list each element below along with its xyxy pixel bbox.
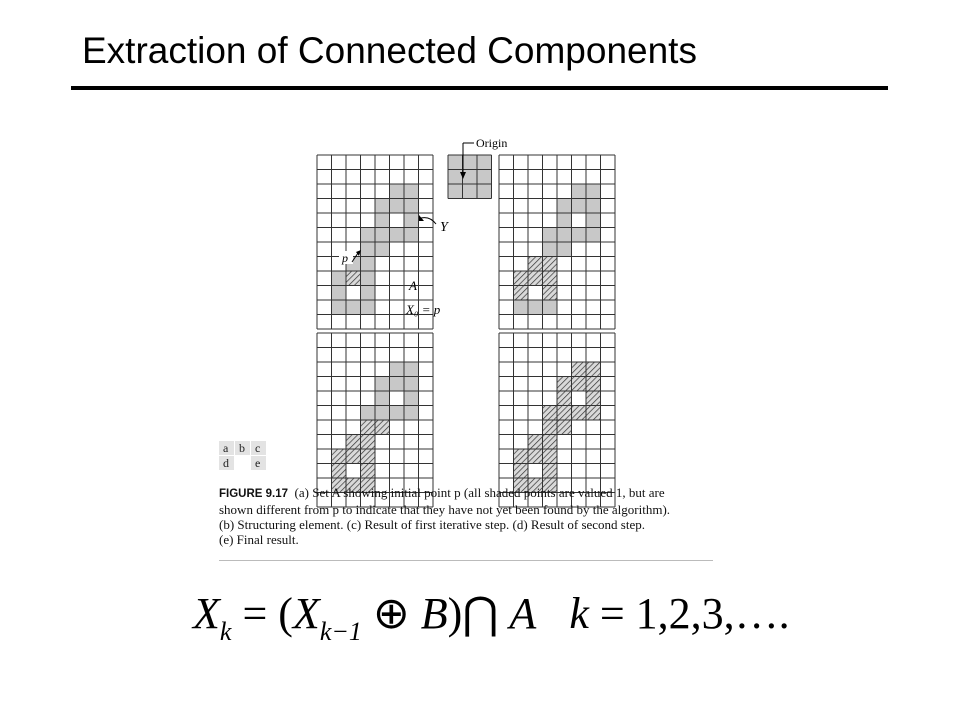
shaded-pixel [528, 300, 543, 315]
shaded-pixel [404, 199, 419, 214]
found-pixel [543, 257, 558, 272]
eq-b: B [420, 589, 448, 638]
shaded-pixel [332, 300, 347, 315]
shaded-pixel [361, 228, 376, 243]
found-pixel [586, 377, 601, 392]
caption-line-4: (e) Final result. [219, 532, 299, 547]
found-pixel [543, 464, 558, 479]
shaded-pixel [477, 170, 492, 185]
panel-key-e: e [255, 456, 261, 470]
shaded-pixel [586, 184, 601, 199]
found-pixel [586, 391, 601, 406]
found-pixel [586, 362, 601, 377]
caption-line-1-text: (a) Set A showing initial point p (all shaded points are valued 1, but are [294, 485, 665, 500]
shaded-pixel [361, 286, 376, 301]
panel-key-b: b [239, 441, 245, 455]
eq-x-sub: k−1 [319, 617, 362, 646]
shaded-pixel [404, 377, 419, 392]
found-pixel [572, 377, 587, 392]
iteration-equation [193, 588, 790, 658]
found-pixel [514, 464, 529, 479]
eq-lhs: X [193, 589, 220, 638]
shaded-pixel [543, 300, 558, 315]
shaded-pixel [375, 391, 390, 406]
found-pixel [543, 286, 558, 301]
eq-a: A [509, 589, 537, 638]
shaded-pixel [586, 228, 601, 243]
eq-open-paren: ( [278, 589, 293, 638]
grid-panel-d [317, 333, 433, 507]
shaded-pixel [543, 228, 558, 243]
shaded-pixel [375, 213, 390, 228]
found-pixel [572, 362, 587, 377]
shaded-pixel [346, 300, 361, 315]
shaded-pixel [375, 377, 390, 392]
shaded-pixel [390, 406, 405, 421]
shaded-pixel [572, 228, 587, 243]
shaded-pixel [557, 199, 572, 214]
shaded-pixel [390, 228, 405, 243]
found-pixel [346, 449, 361, 464]
eq-k: k [569, 589, 589, 638]
eq-dilation-operator: ⊕ [372, 589, 410, 638]
shaded-pixel [514, 300, 529, 315]
found-pixel [361, 435, 376, 450]
caption-line-2: shown different from p to indicate that they have not yet been found by the algorithm). [219, 502, 671, 517]
found-pixel [361, 449, 376, 464]
shaded-pixel [332, 286, 347, 301]
shaded-pixel [448, 170, 463, 185]
found-pixel [346, 435, 361, 450]
shaded-pixel [404, 362, 419, 377]
found-pixel [361, 420, 376, 435]
panel-key-a: a [223, 441, 229, 455]
shaded-pixel [463, 170, 478, 185]
shaded-pixel [361, 300, 376, 315]
found-pixel [543, 271, 558, 286]
eq-intersection-operator: ⋂ [462, 589, 499, 638]
found-pixel [361, 464, 376, 479]
found-pixel [543, 420, 558, 435]
shaded-pixel [404, 213, 419, 228]
found-pixel [557, 406, 572, 421]
found-pixel [514, 449, 529, 464]
caption-line-1 [219, 485, 719, 502]
shaded-pixel [586, 213, 601, 228]
shaded-pixel [361, 406, 376, 421]
found-pixel [346, 271, 361, 286]
shaded-pixel [361, 271, 376, 286]
origin-label: Origin [476, 136, 508, 150]
found-pixel [332, 449, 347, 464]
found-pixel [557, 377, 572, 392]
shaded-pixel [557, 228, 572, 243]
found-pixel [543, 449, 558, 464]
grid-panel-b-structuring-element [448, 155, 492, 199]
eq-lhs-sub: k [219, 617, 232, 646]
found-pixel [557, 391, 572, 406]
set-a-label: A [409, 278, 417, 293]
shaded-pixel [375, 228, 390, 243]
eq-x: X [292, 589, 320, 638]
shaded-pixel [404, 184, 419, 199]
found-pixel [528, 257, 543, 272]
found-pixel [528, 449, 543, 464]
shaded-pixel [361, 257, 376, 272]
shaded-pixel [390, 377, 405, 392]
eq-equals: = [242, 589, 268, 638]
found-pixel [528, 435, 543, 450]
shaded-pixel [404, 391, 419, 406]
y-label: Y [440, 220, 448, 235]
caption-separator [219, 560, 713, 561]
shaded-pixel [543, 242, 558, 257]
shaded-pixel [404, 228, 419, 243]
found-pixel [528, 271, 543, 286]
shaded-pixel [390, 362, 405, 377]
found-pixel [375, 420, 390, 435]
shaded-pixel [361, 242, 376, 257]
shaded-pixel [463, 184, 478, 199]
shaded-pixel [572, 184, 587, 199]
shaded-pixel [375, 242, 390, 257]
caption-line-3: (b) Structuring element. (c) Result of first iterative step. (d) Result of second step. [219, 517, 645, 532]
x0-label: X₀ = p [406, 302, 441, 317]
shaded-pixel [586, 199, 601, 214]
found-pixel [543, 406, 558, 421]
shaded-pixel [448, 155, 463, 170]
found-pixel [514, 271, 529, 286]
found-pixel [586, 406, 601, 421]
panel-key-c: c [255, 441, 261, 455]
shaded-pixel [332, 271, 347, 286]
shaded-pixel [477, 184, 492, 199]
shaded-pixel [477, 155, 492, 170]
eq-close-paren: ) [447, 589, 463, 638]
shaded-pixel [404, 406, 419, 421]
grid-panel-e [499, 333, 615, 507]
slide-title: Extraction of Connected Components [82, 30, 697, 71]
figure-caption [219, 485, 719, 547]
panel-key-d: d [223, 456, 229, 470]
shaded-pixel [390, 184, 405, 199]
shaded-pixel [557, 213, 572, 228]
found-pixel [572, 406, 587, 421]
shaded-pixel [375, 406, 390, 421]
found-pixel [332, 464, 347, 479]
shaded-pixel [448, 184, 463, 199]
found-pixel [514, 286, 529, 301]
found-pixel [543, 435, 558, 450]
eq-range: = 1,2,3,…. [599, 589, 790, 638]
shaded-pixel [375, 199, 390, 214]
found-pixel [557, 420, 572, 435]
shaded-pixel [390, 199, 405, 214]
p-label: p [342, 251, 348, 265]
caption-figure-label: FIGURE 9.17 [219, 488, 289, 500]
shaded-pixel [557, 242, 572, 257]
shaded-pixel [463, 155, 478, 170]
grid-panel-c [499, 155, 615, 329]
shaded-pixel [572, 199, 587, 214]
